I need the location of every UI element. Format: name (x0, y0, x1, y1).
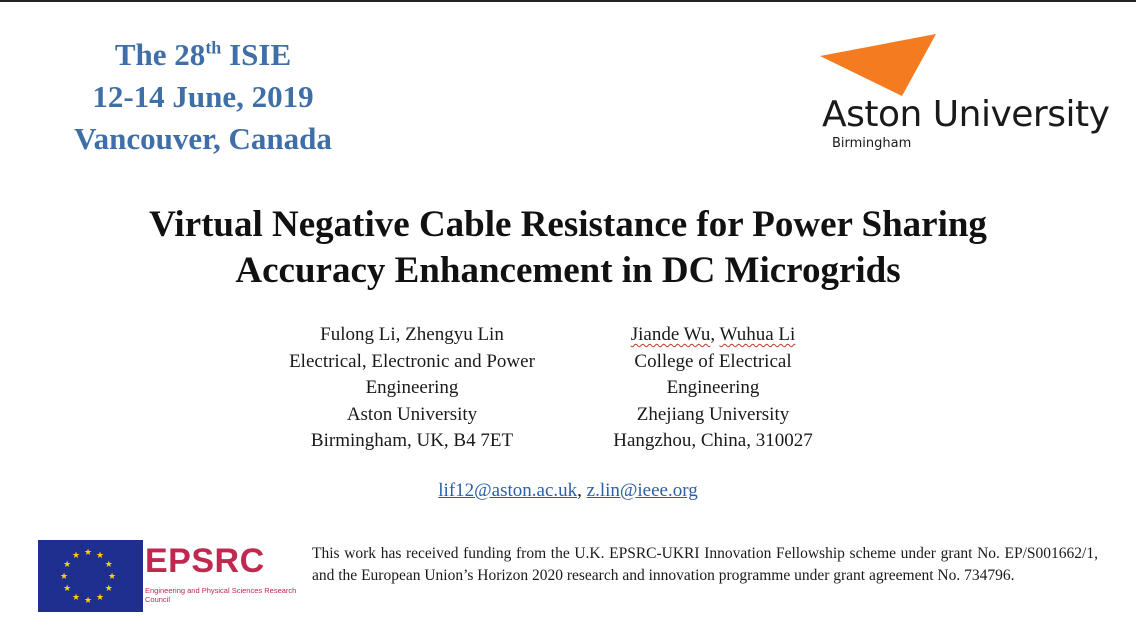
contact-emails: lif12@aston.ac.uk, z.lin@ieee.org (438, 480, 698, 501)
eu-star-icon: ★ (63, 559, 72, 569)
funding-acknowledgement: This work has received funding from the U.K. EPSRC-UKRI Innovation Fellowship scheme under grant No. EP/S001662/1, and the European Union’s Horizon 2020 research and innovation programme under grant agreement No. 734796. (312, 545, 1098, 584)
author-names: Jiande Wu, Wuhua Li (630, 324, 796, 345)
eu-flag-logo (38, 540, 143, 612)
email-link-aston[interactable]: lif12@aston.ac.uk (438, 480, 578, 501)
eu-star-icon: ★ (104, 559, 113, 569)
conference-dates: 12-14 June, 2019 (92, 79, 314, 114)
aston-logo-name: Aston University (822, 94, 1110, 135)
affiliation-line: College of Electrical (634, 350, 792, 372)
affiliation-line: Zhejiang University (636, 403, 790, 425)
aston-triangle-icon (818, 30, 1128, 100)
eu-star-icon: ★ (107, 571, 117, 581)
eu-star-icon: ★ (95, 591, 105, 602)
author-block-aston (262, 322, 562, 455)
conference-location: Vancouver, Canada (74, 121, 332, 156)
affiliation-line: Engineering (666, 377, 760, 398)
author-names: Fulong Li, Zhengyu Lin (320, 324, 504, 345)
title-line-1: Virtual Negative Cable Resistance for Power Sharing (149, 204, 987, 245)
author-block-zhejiang (588, 322, 838, 455)
paper-title (20, 202, 1116, 294)
epsrc-logo-name: EPSRC (145, 542, 265, 580)
eu-star-icon: ★ (63, 583, 72, 593)
eu-star-icon: ★ (71, 591, 81, 602)
eu-star-icon: ★ (95, 550, 105, 561)
affiliation-line: Engineering (365, 377, 459, 398)
eu-star-icon: ★ (83, 547, 93, 557)
eu-star-icon: ★ (104, 583, 113, 593)
epsrc-logo (143, 540, 305, 612)
affiliation-line: Birmingham, UK, B4 7ET (310, 430, 514, 451)
title-line-2: Accuracy Enhancement in DC Microgrids (235, 250, 901, 291)
aston-university-logo (818, 30, 1128, 160)
conference-edition: The 28th ISIE (114, 37, 292, 72)
aston-logo-city: Birmingham (832, 136, 912, 151)
affiliation-line: Electrical, Electronic and Power (289, 350, 535, 372)
email-link-ieee[interactable]: z.lin@ieee.org (586, 480, 698, 501)
eu-star-icon: ★ (83, 595, 93, 605)
affiliation-line: Aston University (346, 403, 478, 425)
affiliation-line: Hangzhou, China, 310027 (613, 430, 813, 451)
eu-star-icon: ★ (71, 550, 81, 561)
conference-info (38, 34, 368, 160)
epsrc-logo-subtitle: Engineering and Physical Sciences Research Council (145, 586, 297, 604)
top-border-line (0, 0, 1136, 2)
eu-stars-icon (38, 540, 143, 612)
eu-star-icon: ★ (59, 571, 69, 581)
